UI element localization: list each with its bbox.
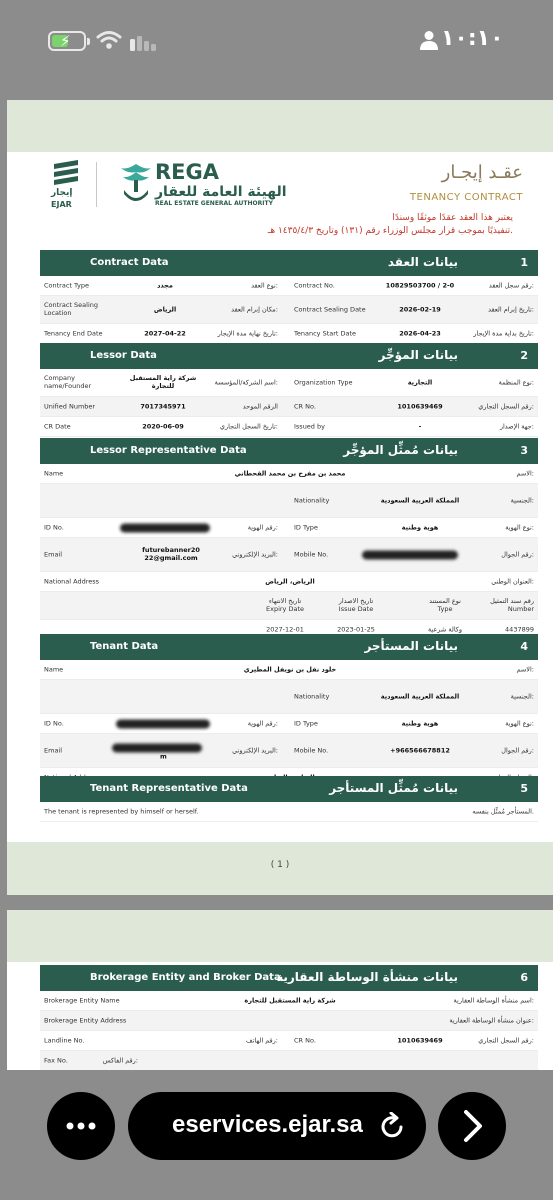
field-label-ar: الاسم: [516,665,534,674]
field-label: Nationality [294,496,330,505]
field-label-ar: تاريخ إبرام العقد: [488,305,534,314]
table-row [40,1011,538,1031]
field-label: Tenancy End Date [44,329,103,338]
tenant-representative-section [40,776,538,822]
field-value: خلود نفل بن نويفل المطيري [243,665,337,674]
status-time: ١٠:١٠ [441,26,504,51]
field-label-ar: الرقم الموحد [242,402,278,411]
field-value: محمد بن مفرح بن محمد القحطاني [234,469,346,478]
representation-note-en: The tenant is represented by himself or herself. [44,807,199,816]
field-label: ID No. [44,719,64,728]
section-title-en: Lessor Representative Data [90,445,247,456]
doc-header-expiry: تاريخ الانتهاء Expiry Date [265,596,304,614]
field-label-ar: رقم الفاكس: [102,1056,138,1065]
field-label: CR No. [294,402,316,411]
contract-title-en: TENANCY CONTRACT [409,192,523,203]
section-number: 5 [520,782,528,795]
table-row [40,714,538,734]
field-label: National Address [44,577,100,586]
more-dots-icon [47,1092,115,1160]
lessor-representative-section [40,438,538,640]
field-label-ar: الجنسية: [510,692,534,701]
lessor-data-section [40,343,538,437]
field-label-ar: العنوان الوطني: [491,577,534,586]
table-row [40,734,538,768]
field-value: شركة راية المستقبل للتجارة [129,373,197,391]
table-row [40,324,538,344]
field-value: futurebanner2022@gmail.com [142,545,200,563]
legal-note-line2: تنفيذيًا بموجب قرار مجلس الوزراء رقم (١٣١) وتاريخ ١٤٣٥/٤/٣ هـ. [267,226,513,236]
doc-header-issue: تاريخ الاصدار Issue Date [338,596,374,614]
table-row [40,296,538,324]
field-label-ar: تاريخ السجل التجاري: [219,422,278,431]
field-label-ar: اسم الشركة/المؤسسة: [214,378,278,387]
section-number: 6 [520,971,528,984]
person-icon [420,30,438,50]
doc-issue: 2023-01-25 [337,625,375,634]
section-header [40,343,538,369]
field-label: Brokerage Entity Name [44,996,120,1005]
table-row [40,660,538,680]
rega-name-ar: الهيئة العامة للعقار [155,184,287,200]
forward-button[interactable] [438,1092,506,1160]
section-header [40,438,538,464]
field-label-ar: تاريخ نهاية مدة الإيجار: [217,329,278,338]
section-title-en: Contract Data [90,257,169,268]
section-header [40,965,538,991]
table-row [40,397,538,417]
redacted-value [120,523,210,532]
field-value: 2020-06-09 [142,422,184,431]
browser-toolbar [0,1070,553,1200]
field-label-ar: الاسم: [516,469,534,478]
field-label-ar: البريد الإلكتروني: [232,746,278,755]
field-label-ar: جهة الإصدار: [499,422,534,431]
status-bar [0,0,553,82]
field-label: Name [44,469,64,478]
field-label: Company name/Founder [44,373,92,391]
table-row [40,464,538,484]
field-label-ar: رقم السجل التجاري: [478,402,534,411]
field-value: هوية وطنية [401,523,439,532]
top-band [7,910,553,962]
section-title-ar: بيانات المؤجِّر [378,348,458,362]
field-value: شركة راية المستقبل للتجارة [244,996,336,1005]
field-label: Email [44,746,63,755]
table-row [40,1031,538,1051]
field-label-ar: رقم سجل العقد: [488,281,534,290]
field-value: 1010639469 [397,1036,443,1045]
field-value: الرياض، الرياض [265,577,315,586]
field-label: CR Date [44,422,71,431]
table-row [40,417,538,437]
field-value: +966566678812 [390,746,450,755]
field-label-ar: الجنسية: [510,496,534,505]
rega-name-en: REAL ESTATE GENERAL AUTHORITY [155,200,273,207]
reload-icon[interactable] [380,1112,406,1140]
table-row [40,484,538,518]
field-label: ID Type [294,719,318,728]
field-label: Mobile No. [294,550,329,559]
section-title-ar: بيانات العقد [387,255,458,269]
field-label: ID No. [44,523,64,532]
field-value: الرياض [153,305,177,314]
field-value: 2026-02-19 [399,305,441,314]
section-title-ar: بيانات منشأة الوساطة العقارية [276,970,458,984]
doc-type: وكالة شرعية [427,625,463,634]
table-row [40,572,538,592]
table-row [40,276,538,296]
field-value: 2026-04-23 [399,329,441,338]
wifi-icon [96,29,122,51]
table-row [40,518,538,538]
address-bar[interactable] [128,1092,426,1160]
field-label: Issued by [294,422,325,431]
field-label-ar: نوع العقد: [251,281,278,290]
field-label-ar: نوع الهوية: [505,719,534,728]
field-label: Contract Sealing Location [44,300,98,318]
field-label-ar: البريد الإلكتروني: [232,550,278,559]
field-label-ar: نوع المنظمة: [498,378,534,387]
table-row [40,680,538,714]
page-number: ( 1 ) [270,860,290,870]
section-title-en: Tenant Representative Data [90,783,248,794]
field-value: هوية وطنية [401,719,439,728]
section-number: 2 [520,349,528,362]
redacted-value [112,743,202,752]
table-row [40,991,538,1011]
field-label: Contract Type [44,281,89,290]
table-row [40,802,538,822]
field-label: Email [44,550,63,559]
field-value: m [160,752,167,761]
field-value: المملكة العربية السعودية [380,496,460,505]
signal-icon [130,33,158,51]
field-label: Contract Sealing Date [294,305,366,314]
rega-emblem-icon [119,162,153,206]
contract-page-1 [7,100,553,895]
field-label: Unified Number [44,402,96,411]
ejar-label-ar: إيجار [51,188,73,198]
section-header [40,250,538,276]
field-label-ar: رقم الجوال: [501,550,534,559]
ejar-label-en: EJAR [51,200,72,209]
field-label: Nationality [294,692,330,701]
battery-icon: ⚡ [48,31,86,51]
header-divider [96,162,97,207]
contract-data-section [40,250,538,344]
field-label: Name [44,665,64,674]
table-row [40,369,538,397]
field-label: Brokerage Entity Address [44,1016,127,1025]
top-band [7,100,553,152]
representation-note-ar: المستأجر مُمثِّل بنفسه. [472,807,534,816]
field-value: - [418,422,422,431]
field-label: Mobile No. [294,746,329,755]
contract-title-ar: عقـد إيجـار [441,162,523,183]
section-header [40,776,538,802]
field-label-ar: رقم الهاتف: [245,1036,278,1045]
field-label-ar: رقم الهوية: [247,719,278,728]
field-value: 2027-04-22 [144,329,186,338]
field-label: CR No. [294,1036,316,1045]
field-label-ar: نوع الهوية: [505,523,534,532]
tenant-data-section [40,634,538,788]
field-label-ar: رقم الجوال: [501,746,534,755]
field-value: المملكة العربية السعودية [380,692,460,701]
field-value: 10829503700 / 2-0 [385,281,455,290]
section-title-ar: بيانات مُمثِّل المستأجر [329,781,458,795]
field-label-ar: مكان إبرام العقد: [231,305,278,314]
field-label-ar: تاريخ بداية مدة الإيجار: [473,329,534,338]
field-label: Organization Type [294,378,353,387]
brokerage-section [40,965,538,1071]
field-label-ar: رقم الهوية: [247,523,278,532]
section-number: 4 [520,640,528,653]
section-title-en: Lessor Data [90,350,157,361]
table-row [40,592,538,620]
legal-note-line1: يعتبر هذا العقد عقدًا موثقًا وسندًا [392,213,513,223]
redacted-value [116,719,210,728]
section-number: 1 [520,256,528,269]
section-title-en: Tenant Data [90,641,159,652]
url-text: eservices.ejar.sa [172,1111,363,1138]
section-title-ar: بيانات مُمثِّل المؤجِّر [343,443,458,457]
chevron-right-icon [438,1092,506,1160]
section-title-en: Brokerage Entity and Broker Data [90,972,281,983]
contract-page-2 [7,910,553,1070]
field-label-ar: رقم السجل التجاري: [478,1036,534,1045]
doc-header-type: نوع المستند Type [429,596,461,614]
table-row [40,1051,538,1071]
field-label: ID Type [294,523,318,532]
table-row [40,538,538,572]
field-label: Tenancy Start Date [294,329,357,338]
section-title-ar: بيانات المستأجر [364,639,458,653]
field-label-ar: عنوان منشأة الوساطة العقارية: [449,1016,534,1025]
field-value: 7017345971 [140,402,186,411]
field-label: Fax No. [44,1056,68,1065]
field-label-ar: اسم منشأة الوساطة العقارية: [453,996,534,1005]
field-label: Landline No. [44,1036,85,1045]
doc-number: 4437899 [505,625,534,634]
section-number: 3 [520,444,528,457]
redacted-value [362,550,458,559]
field-label: Contract No. [294,281,335,290]
field-value: مجدد [157,281,173,290]
field-value: التجارية [407,378,433,387]
doc-expiry: 2027-12-01 [266,625,304,634]
doc-header-number: رقم سند التمثيل Number [490,596,534,614]
field-value: 1010639469 [397,402,443,411]
rega-name: REGA [155,160,220,184]
more-options-button[interactable] [47,1092,115,1160]
section-header [40,634,538,660]
